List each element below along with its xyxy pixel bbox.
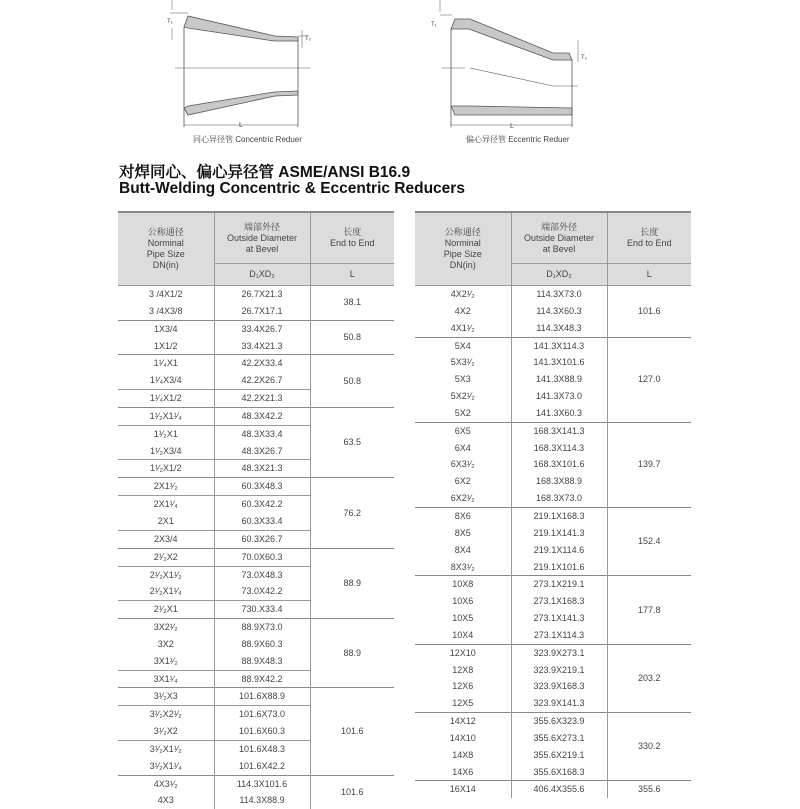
- eccentric-t2-label: T₂: [581, 55, 587, 61]
- od-cell: 168.3X141.3: [511, 422, 607, 439]
- length-cell: 330.2: [607, 713, 691, 781]
- size-cell: 5X3¹⁄₂: [415, 354, 511, 371]
- od-cell: 33.4X21.3: [214, 338, 310, 355]
- table-row: [415, 781, 691, 798]
- length-cell: 203.2: [607, 644, 691, 712]
- od-cell: 42.2X26.7: [214, 372, 310, 389]
- size-cell: 3X2¹⁄₂: [118, 619, 214, 636]
- size-cell: 5X2¹⁄₂: [415, 388, 511, 405]
- size-cell: 8X4: [415, 542, 511, 559]
- length-cell: 139.7: [607, 422, 691, 507]
- od-cell: 168.3X73.0: [511, 490, 607, 507]
- title-english: Butt-Welding Concentric & Eccentric Reducers: [119, 180, 465, 197]
- header-od: 端部外径 Outside Diameter at Bevel: [214, 212, 310, 264]
- od-cell: 101.6X73.0: [214, 706, 310, 723]
- od-cell: 355.6X273.1: [511, 730, 607, 747]
- od-cell: 730.X33.4: [214, 601, 310, 619]
- od-cell: 141.3X88.9: [511, 371, 607, 388]
- od-cell: 88.9X60.3: [214, 636, 310, 653]
- header-size: 公称通径 Norminal Pipe Size DN(in): [415, 212, 511, 286]
- size-cell: 2¹⁄₂X1: [118, 601, 214, 619]
- size-cell: 12X10: [415, 644, 511, 661]
- table-row: [118, 478, 394, 496]
- size-cell: 1X3/4: [118, 320, 214, 337]
- table-row: [415, 576, 691, 593]
- length-cell: 50.8: [310, 320, 394, 355]
- length-cell: 355.6: [607, 781, 691, 798]
- od-cell: 73.0X48.3: [214, 566, 310, 583]
- od-cell: 141.3X60.3: [511, 405, 607, 422]
- length-cell: 152.4: [607, 507, 691, 575]
- size-cell: 3X1¹⁄₄: [118, 670, 214, 688]
- od-cell: 60.3X48.3: [214, 478, 310, 496]
- od-cell: 88.9X48.3: [214, 653, 310, 670]
- od-cell: 273.1X168.3: [511, 593, 607, 610]
- size-cell: 3X1¹⁄₂: [118, 653, 214, 670]
- size-cell: 14X6: [415, 764, 511, 781]
- size-cell: 8X3¹⁄₂: [415, 559, 511, 576]
- od-cell: 355.6X219.1: [511, 747, 607, 764]
- title-chinese: 对焊同心、偏心异径管 ASME/ANSI B16.9: [119, 164, 411, 181]
- concentric-l-label: L: [239, 122, 243, 129]
- header-size: 公称通径 Norminal Pipe Size DN(in): [118, 212, 214, 286]
- size-cell: 5X3: [415, 371, 511, 388]
- reducer-table-left: [118, 211, 394, 809]
- eccentric-caption: 偏心异径管 Eccentric Reduer: [466, 135, 570, 144]
- od-cell: 219.1X141.3: [511, 525, 607, 542]
- concentric-t1-label: T₁: [167, 19, 173, 25]
- od-cell: 168.3X88.9: [511, 473, 607, 490]
- size-cell: 14X8: [415, 747, 511, 764]
- size-cell: 6X5: [415, 422, 511, 439]
- od-cell: 141.3X101.6: [511, 354, 607, 371]
- od-cell: 48.3X21.3: [214, 460, 310, 478]
- od-cell: 60.3X26.7: [214, 530, 310, 548]
- od-cell: 88.9X42.2: [214, 670, 310, 688]
- size-cell: 3X2: [118, 636, 214, 653]
- od-cell: 355.6X323.9: [511, 713, 607, 730]
- table-row: [415, 644, 691, 661]
- reducer-table-right: [415, 211, 691, 798]
- size-cell: 1¹⁄₄X1/2: [118, 390, 214, 408]
- header-length-sub: L: [310, 264, 394, 286]
- length-cell: 76.2: [310, 478, 394, 548]
- size-cell: 2¹⁄₂X2: [118, 548, 214, 566]
- size-cell: 1¹⁄₂X3/4: [118, 443, 214, 460]
- od-cell: 101.6X42.2: [214, 758, 310, 775]
- length-cell: 88.9: [310, 548, 394, 618]
- size-cell: 3¹⁄₂X1¹⁄₂: [118, 740, 214, 757]
- size-cell: 6X2¹⁄₂: [415, 490, 511, 507]
- od-cell: 60.3X42.2: [214, 496, 310, 513]
- size-cell: 4X2¹⁄₂: [415, 286, 511, 303]
- size-cell: 1¹⁄₄X1: [118, 355, 214, 372]
- size-cell: 8X6: [415, 507, 511, 524]
- size-cell: 1¹⁄₂X1¹⁄₄: [118, 407, 214, 425]
- od-cell: 70.0X60.3: [214, 548, 310, 566]
- size-cell: 10X8: [415, 576, 511, 593]
- size-cell: 3 /4X3/8: [118, 303, 214, 320]
- table-row: [415, 422, 691, 439]
- table-row: [415, 713, 691, 730]
- table-row: [118, 619, 394, 636]
- eccentric-l-label: L: [510, 123, 514, 130]
- size-cell: 6X4: [415, 440, 511, 457]
- size-cell: 3 /4X1/2: [118, 286, 214, 303]
- size-cell: 2X1¹⁄₄: [118, 496, 214, 513]
- size-cell: 1¹⁄₄X3/4: [118, 372, 214, 389]
- header-od-sub: D₁XD₂: [511, 264, 607, 286]
- od-cell: 141.3X114.3: [511, 337, 607, 354]
- od-cell: 73.0X42.2: [214, 583, 310, 600]
- size-cell: 10X4: [415, 627, 511, 644]
- size-cell: 2X1: [118, 513, 214, 530]
- concentric-reducer-drawing: [170, 0, 310, 127]
- od-cell: 323.9X273.1: [511, 644, 607, 661]
- table-row: [118, 355, 394, 372]
- od-cell: 219.1X114.6: [511, 542, 607, 559]
- table-row: [118, 775, 394, 792]
- concentric-caption: 同心异径管 Concentric Reduer: [193, 135, 302, 144]
- length-cell: 63.5: [310, 407, 394, 477]
- od-cell: 168.3X101.6: [511, 456, 607, 473]
- table-row: [118, 286, 394, 303]
- size-cell: 2¹⁄₂X1¹⁄₂: [118, 566, 214, 583]
- eccentric-t1-label: T₁: [431, 22, 437, 28]
- od-cell: 101.6X60.3: [214, 723, 310, 740]
- reducer-diagrams: [0, 0, 800, 150]
- od-cell: 406.4X355.6: [511, 781, 607, 798]
- table-row: [118, 688, 394, 706]
- table-row: [118, 548, 394, 566]
- size-cell: 3¹⁄₂X2: [118, 723, 214, 740]
- size-cell: 12X8: [415, 662, 511, 679]
- size-cell: 4X3: [118, 792, 214, 809]
- size-cell: 6X3¹⁄₂: [415, 456, 511, 473]
- od-cell: 26.7X17.1: [214, 303, 310, 320]
- od-cell: 219.1X101.6: [511, 559, 607, 576]
- od-cell: 42.2X21.3: [214, 390, 310, 408]
- od-cell: 355.6X168.3: [511, 764, 607, 781]
- length-cell: 177.8: [607, 576, 691, 644]
- size-cell: 16X14: [415, 781, 511, 798]
- size-cell: 2X1¹⁄₂: [118, 478, 214, 496]
- od-cell: 323.9X141.3: [511, 695, 607, 712]
- od-cell: 48.3X26.7: [214, 443, 310, 460]
- size-cell: 12X6: [415, 678, 511, 695]
- od-cell: 48.3X42.2: [214, 407, 310, 425]
- size-cell: 12X5: [415, 695, 511, 712]
- size-cell: 6X2: [415, 473, 511, 490]
- od-cell: 323.9X219.1: [511, 662, 607, 679]
- length-cell: 127.0: [607, 337, 691, 422]
- size-cell: 14X10: [415, 730, 511, 747]
- od-cell: 88.9X73.0: [214, 619, 310, 636]
- od-cell: 141.3X73.0: [511, 388, 607, 405]
- header-length: 长度 End to End: [310, 212, 394, 264]
- table-row: [118, 320, 394, 337]
- od-cell: 273.1X219.1: [511, 576, 607, 593]
- size-cell: 2X3/4: [118, 530, 214, 548]
- header-length: 长度 End to End: [607, 212, 691, 264]
- od-cell: 114.3X48.3: [511, 320, 607, 337]
- od-cell: 26.7X21.3: [214, 286, 310, 303]
- size-cell: 4X2: [415, 303, 511, 320]
- od-cell: 48.3X33.4: [214, 425, 310, 442]
- eccentric-reducer-drawing: [440, 0, 578, 127]
- header-od-sub: D₁XD₂: [214, 264, 310, 286]
- od-cell: 101.6X48.3: [214, 740, 310, 757]
- length-cell: 101.6: [310, 775, 394, 809]
- length-cell: 101.6: [607, 286, 691, 338]
- table-row: [415, 507, 691, 524]
- size-cell: 8X5: [415, 525, 511, 542]
- size-cell: 14X12: [415, 713, 511, 730]
- size-cell: 3¹⁄₂X3: [118, 688, 214, 706]
- od-cell: 60.3X33.4: [214, 513, 310, 530]
- size-cell: 5X2: [415, 405, 511, 422]
- od-cell: 114.3X60.3: [511, 303, 607, 320]
- od-cell: 219.1X168.3: [511, 507, 607, 524]
- od-cell: 168.3X114.3: [511, 440, 607, 457]
- od-cell: 114.3X101.6: [214, 775, 310, 792]
- size-cell: 10X5: [415, 610, 511, 627]
- od-cell: 33.4X26.7: [214, 320, 310, 337]
- od-cell: 114.3X88.9: [214, 792, 310, 809]
- od-cell: 273.1X114.3: [511, 627, 607, 644]
- table-row: [415, 286, 691, 303]
- length-cell: 101.6: [310, 688, 394, 775]
- size-cell: 1¹⁄₂X1: [118, 425, 214, 442]
- length-cell: 50.8: [310, 355, 394, 408]
- od-cell: 273.1X141.3: [511, 610, 607, 627]
- size-cell: 1X1/2: [118, 338, 214, 355]
- concentric-t2-label: T₂: [305, 36, 311, 42]
- table-row: [118, 407, 394, 425]
- od-cell: 114.3X73.0: [511, 286, 607, 303]
- size-cell: 10X6: [415, 593, 511, 610]
- size-cell: 3¹⁄₂X1¹⁄₄: [118, 758, 214, 775]
- od-cell: 101.6X88.9: [214, 688, 310, 706]
- header-length-sub: L: [607, 264, 691, 286]
- size-cell: 4X1¹⁄₂: [415, 320, 511, 337]
- header-od: 端部外径 Outside Diameter at Bevel: [511, 212, 607, 264]
- size-cell: 3¹⁄₂X2¹⁄₂: [118, 706, 214, 723]
- od-cell: 42.2X33.4: [214, 355, 310, 372]
- length-cell: 88.9: [310, 619, 394, 688]
- size-cell: 1¹⁄₂X1/2: [118, 460, 214, 478]
- size-cell: 4X3¹⁄₂: [118, 775, 214, 792]
- size-cell: 2¹⁄₂X1¹⁄₄: [118, 583, 214, 600]
- length-cell: 38.1: [310, 286, 394, 321]
- size-cell: 5X4: [415, 337, 511, 354]
- table-row: [415, 337, 691, 354]
- od-cell: 323.9X168.3: [511, 678, 607, 695]
